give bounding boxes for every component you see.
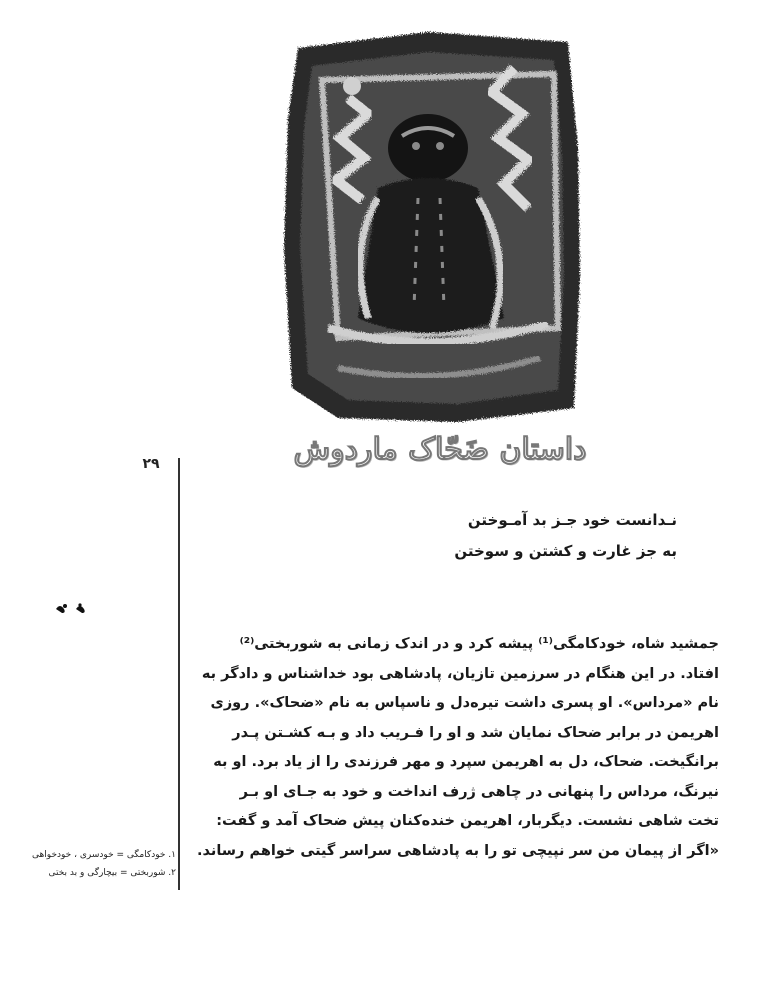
ornament-icon <box>54 601 88 615</box>
footnote: ۲. شوربختی = بیچارگی و بد بختی <box>48 868 176 878</box>
verse-line: نـدانست خود جـز بد آمـوختن <box>467 511 677 529</box>
body-line: نیرنگ، مرداس را پنهانی در چاهی ژرف انداخت و خود به جـای او بـر <box>239 783 719 800</box>
body-line: جمشید شاه، خودکامگی⁽¹⁾ پیشه کرد و در اندک زمانی به شوربختی⁽²⁾ <box>239 636 719 652</box>
footnotes <box>30 846 176 882</box>
body-line: برانگیخت. ضحاک، دل به اهریمن سپرد و مهر فرزندی را از یاد برد. او به <box>213 754 719 770</box>
footnote: ۱. خودکامگی = خودسری ، خودخواهی <box>32 850 176 860</box>
body-line: «اگر از پیمان من سر نپیچی تو را به پادشاهی سراسر گیتی خواهم رساند. <box>197 842 719 859</box>
body-paragraph <box>197 630 719 866</box>
page-number: ۲۹ <box>142 456 160 472</box>
chapter-title: داستان ضَحّاک ماردوش <box>293 432 587 467</box>
body-line: نام «مرداس». او پسری داشت تیره‌دل و ناسپاس به نام «ضحاک». روزی <box>210 695 719 711</box>
verse-line: به جز غارت و کشتن و سوختن <box>454 542 677 560</box>
body-line: تخت شاهی نشست. دیگربار، اهریمن خنده‌کنان پیش ضحاک آمد و گفت: <box>216 813 719 829</box>
body-line: اهریمن در برابر ضحاک نمایان شد و او را فـریب داد و بـه کشـتن پـدر <box>232 724 719 741</box>
chapter-illustration <box>278 28 584 426</box>
margin-divider <box>178 458 180 890</box>
body-line: افتاد. در این هنگام در سرزمین تازیان، پادشاهی بود خداشناس و دادگر به <box>201 665 719 682</box>
verse-couplet <box>377 505 677 567</box>
